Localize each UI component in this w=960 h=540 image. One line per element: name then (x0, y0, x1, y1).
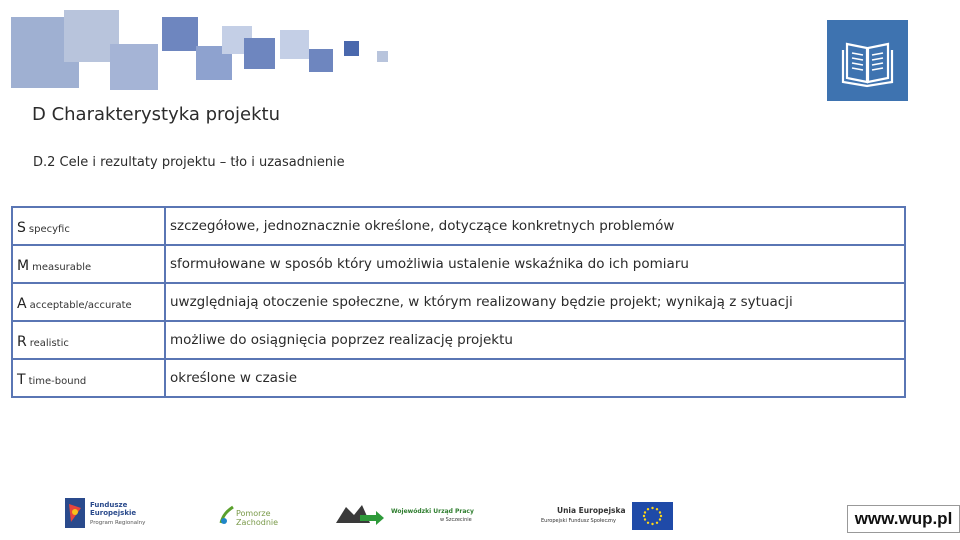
decor-square (280, 30, 309, 59)
criterion-cell (12, 321, 165, 359)
table-row (12, 207, 905, 245)
decor-square (377, 51, 388, 62)
wup-logo-icon (336, 503, 384, 525)
pomorze-zachodnie-logo: Pomorze Zachodnie (236, 509, 279, 527)
smart-table (11, 206, 906, 398)
criterion-description: uwzględniają otoczenie społeczne, w którym realizowany będzie projekt; wynikają z sytuacji (165, 283, 905, 321)
section-subtitle: D.2 Cele i rezultaty projektu – tło i uzasadnienie (33, 155, 345, 170)
criterion-letter: S (17, 219, 26, 236)
criterion-letter: T (17, 371, 26, 388)
decor-square (309, 49, 333, 72)
book-icon-box (827, 20, 908, 101)
criterion-term: measurable (32, 261, 92, 273)
criterion-term: time-bound (28, 375, 87, 387)
wup-sub-text: w Szczecinie (440, 517, 472, 523)
pomorze-zachodnie-logo-icon (217, 503, 237, 527)
criterion-letter: A (17, 295, 27, 312)
criterion-description: sformułowane w sposób który umożliwia ustalenie wskaźnika do ich pomiaru (165, 245, 905, 283)
decor-square (344, 41, 359, 56)
unia-europejska-logo: Unia Europejska (557, 506, 626, 515)
decor-square (110, 44, 158, 90)
criterion-cell (12, 245, 165, 283)
decor-square (162, 17, 198, 51)
criterion-letter: M (17, 257, 30, 274)
criterion-description: możliwe do osiągnięcia poprzez realizację projektu (165, 321, 905, 359)
criterion-letter: R (17, 333, 27, 350)
table-row (12, 359, 905, 397)
open-book-icon (827, 20, 908, 101)
program-regionalny-text: Program Regionalny (90, 520, 146, 526)
table-row (12, 321, 905, 359)
page-title: D Charakterystyka projektu (32, 104, 280, 125)
website-link[interactable]: www.wup.pl (847, 505, 960, 533)
efs-text: Europejski Fundusz Społeczny (541, 518, 616, 524)
fundusze-europejskie-logo: Fundusze Europejskie (90, 501, 137, 517)
criterion-cell (12, 207, 165, 245)
criterion-term: realistic (29, 337, 69, 349)
eu-flag-icon (632, 502, 673, 530)
criterion-description: określone w czasie (165, 359, 905, 397)
criterion-description: szczegółowe, jednoznacznie określone, dotyczące konkretnych problemów (165, 207, 905, 245)
decor-square (244, 38, 275, 69)
wup-logo: Wojewódzki Urząd Pracy (391, 508, 474, 515)
fundusze-europejskie-logo-icon (65, 498, 85, 528)
criterion-term: specyfic (28, 223, 70, 235)
criterion-term: acceptable/accurate (29, 299, 132, 311)
criterion-cell (12, 283, 165, 321)
table-row (12, 245, 905, 283)
table-row (12, 283, 905, 321)
criterion-cell (12, 359, 165, 397)
